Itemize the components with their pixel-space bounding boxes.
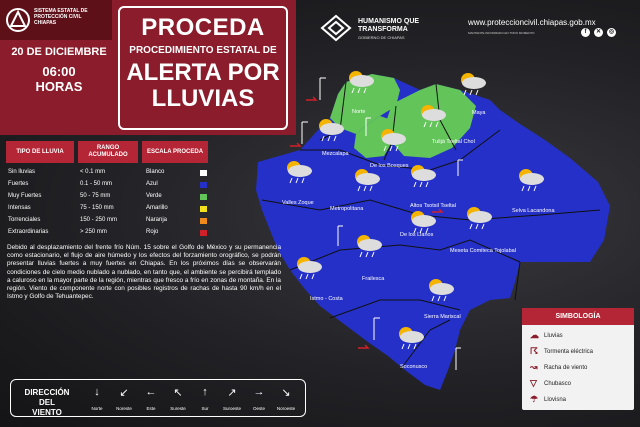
rain-range: < 0.1 mm	[80, 169, 106, 175]
alert-date: 20 DE DICIEMBRE	[11, 46, 107, 58]
wind-flag-icon	[456, 348, 461, 370]
rain-type: Sin lluvias	[8, 169, 36, 175]
gov-name: GOBIERNO DE CHIAPAS	[358, 35, 405, 40]
rain-scale: Verde	[146, 193, 162, 199]
scale-color-swatch	[200, 206, 207, 212]
table-row	[6, 203, 208, 215]
wind-arrow-icon: ↑	[202, 386, 208, 398]
wind-direction-label: Noreste	[116, 406, 132, 411]
rain-range: > 250 mm	[80, 229, 107, 235]
wind-arrow-icon: ↓	[94, 386, 100, 398]
rain-type: Intensas	[8, 205, 31, 211]
wind-gust-icon: ↝	[530, 362, 538, 372]
gov-slogan-line1: HUMANISMO QUE	[358, 18, 420, 25]
civil-protection-logo-icon	[6, 6, 30, 34]
shower-icon: ▽	[530, 378, 537, 388]
table-header: RANGO ACUMULADO	[78, 141, 138, 163]
region-label: Sierra Mariscal	[424, 314, 461, 320]
region-label: Selva Lacandona	[512, 208, 555, 214]
rain-scale: Blanco	[146, 169, 165, 175]
rain-scale: Azul	[146, 181, 158, 187]
wind-flag-icon	[302, 122, 308, 144]
wind-direction-label: Suroeste	[222, 406, 241, 411]
symbology-title: SIMBOLOGÍA	[522, 308, 634, 325]
table-header: ESCALA PROCEDA	[142, 141, 208, 163]
symbology-legend	[522, 308, 634, 410]
wind-flag-icon	[320, 78, 326, 100]
region-label: Meseta Comiteca Tojolabal	[450, 248, 516, 254]
wind-direction-label: Oeste	[252, 406, 265, 411]
wind-arrow-icon: ↘	[281, 387, 291, 399]
table-header: TIPO DE LLUVIA	[6, 141, 74, 163]
facebook-icon[interactable]: f	[581, 28, 590, 37]
table-row	[6, 191, 208, 203]
website-link[interactable]: www.proteccioncivil.chiapas.gob.mx	[468, 18, 596, 27]
rain-type: Muy Fuertes	[8, 193, 42, 199]
scale-color-swatch	[200, 194, 207, 200]
symbology-item: Lluvias	[544, 333, 563, 339]
rain-range: 50 - 75 mm	[80, 193, 111, 199]
org-name: SISTEMA ESTATAL DE PROTECCIÓN CIVIL CHIAPAS	[34, 8, 88, 26]
scale-color-swatch	[200, 182, 207, 188]
title-box	[118, 6, 288, 130]
government-logo	[318, 10, 458, 46]
rain-scale: Amarillo	[146, 205, 168, 211]
alert-time: 06:00 HORAS	[35, 64, 83, 94]
table-row	[6, 215, 208, 227]
wind-arrow-icon: ↖	[173, 387, 183, 399]
wind-direction-label: Noroeste	[276, 406, 296, 411]
region-label: Valles Zoque	[282, 200, 314, 206]
region-label: Frailesca	[362, 276, 385, 282]
info-line: MANTENTE INFORMADO EN TODO MOMENTO	[468, 31, 535, 35]
region-label: Istmo - Costa	[310, 296, 343, 302]
gust-icon	[358, 345, 368, 348]
symbology-item: Chubasco	[544, 381, 572, 387]
wind-direction-label: Sur	[201, 406, 209, 411]
region-label: Maya	[472, 110, 486, 116]
alert-title: ALERTA POR LLUVIAS	[126, 59, 280, 112]
rain-type: Extraordinarias	[8, 229, 49, 235]
region-label: De los Llanos	[400, 232, 434, 238]
region-label: De los Bosques	[370, 163, 409, 169]
rain-range: 75 - 150 mm	[80, 205, 114, 211]
table-row	[6, 167, 208, 179]
rain-type: Torrenciales	[8, 217, 41, 223]
table-row	[6, 227, 208, 239]
symbology-item: Tormenta eléctrica	[544, 349, 594, 355]
symbology-item: Llovisna	[544, 397, 567, 403]
region-label: Altos Tsotsil Tseltal	[410, 203, 456, 209]
thunderstorm-icon: ☈	[530, 346, 539, 356]
gust-icon	[290, 143, 300, 146]
wind-direction-label: Norte	[91, 406, 103, 411]
region-label: Norte	[352, 109, 366, 115]
wind-arrow-icon: ↗	[227, 387, 237, 399]
logo-box	[0, 0, 112, 40]
rain-range: 0.1 - 50 mm	[80, 181, 113, 187]
region-label: Mezcalapa	[322, 151, 349, 157]
header-panel	[0, 0, 296, 135]
scale-color-swatch	[200, 230, 207, 236]
rain-type: Fuertes	[8, 181, 29, 187]
region-label: Tulijá Tseltal Chol	[432, 139, 475, 145]
rain-range: 150 - 250 mm	[80, 217, 118, 223]
region-label: Metropolitana	[330, 206, 364, 212]
region-label: Soconusco	[400, 364, 428, 370]
x-icon[interactable]: ✕	[595, 29, 602, 35]
wind-arrow-icon: ↙	[119, 387, 129, 399]
wind-arrow-icon: ←	[145, 386, 157, 398]
drizzle-icon: ☂	[530, 394, 539, 404]
page-title: PROCEDA	[141, 14, 265, 41]
wind-legend-title: DIRECCIÓN DEL VIENTO	[24, 388, 70, 417]
rain-scale: Rojo	[146, 229, 159, 235]
wind-direction-label: Sureste	[170, 406, 186, 411]
rain-scale: Naranja	[146, 217, 168, 223]
wind-direction-label: Este	[146, 406, 156, 411]
gust-icon	[306, 97, 316, 100]
instagram-icon[interactable]: ◎	[608, 29, 615, 35]
symbology-item: Racha de viento	[544, 365, 588, 371]
gov-slogan-line2: TRANSFORMA	[358, 26, 408, 33]
forecast-description: Debido al desplazamiento del frente frío Núm. 15 sobre el Golfo de México y su permanencia como estacionario, el flujo de aire húmedo y los efectos del forzamiento orográfico, se podrán presentar lluvias fuertes a muy fuertes en Chiapas. En los próximos días se observarán condiciones de cielo medio nublado a nublado, en tanto que, el ambiente se percibirá templado a caluroso en la mayor parte de la región, mientras que fresco a frío en zonas de montaña. En la región. Viento de componente norte con posibles registros de rachas de hasta 90 km/h en el Istmo y Golfo de Tehuantepec.	[7, 244, 281, 301]
wind-arrow-icon: →	[253, 386, 265, 398]
wind-direction-legend	[10, 379, 306, 417]
table-row	[6, 179, 208, 191]
rain-icon: ☁	[530, 330, 539, 340]
page-subtitle: PROCEDIMIENTO ESTATAL DE	[129, 45, 277, 56]
scale-color-swatch	[200, 170, 207, 176]
scale-color-swatch	[200, 218, 207, 224]
chiapas-emblem-icon	[318, 14, 354, 42]
